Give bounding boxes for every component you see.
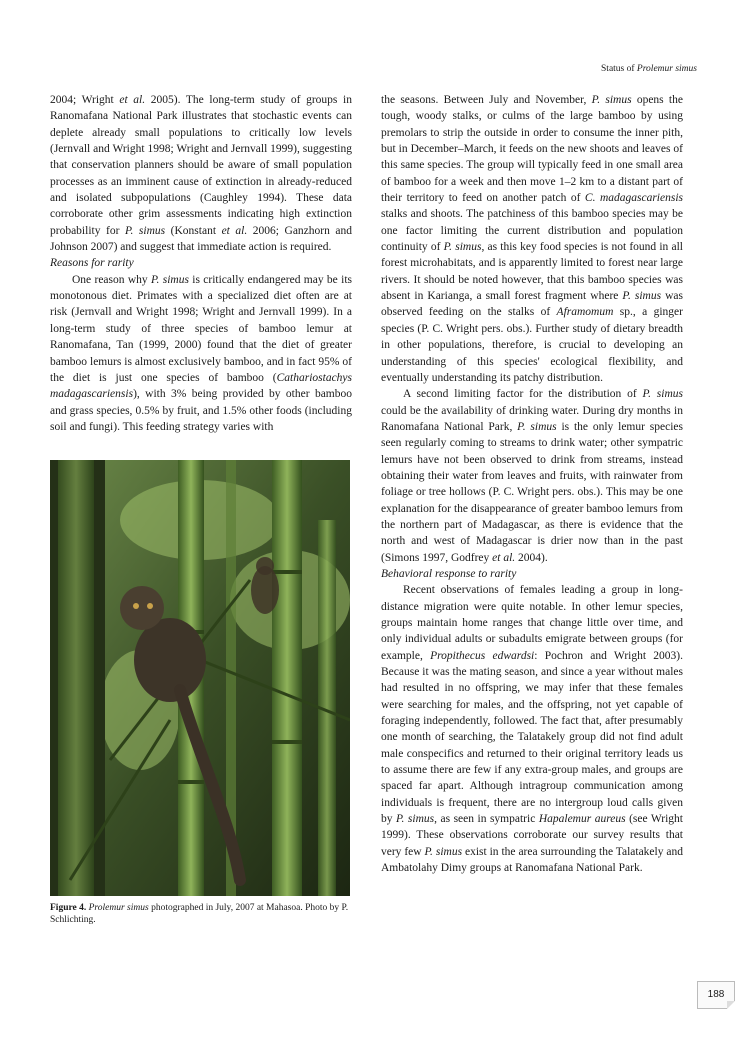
left-paragraph-1: 2004; Wright et al. 2005). The long-term study of groups in Ranomafana National Park illustrates that stochastic events can deplete already small populations to critically low levels (Jernvall and Wright 1998; Wright and Jernvall 1999), suggesting that conservation planners should be aware of small population processes as an imminent cause of extinction in already-reduced and isolated subpopulations (Caughley 1994). These data corroborate other grim assessments indicating high extinction probability for P. simus (Konstant et al. 2006; Ganzhorn and Johnson 2007) and suggest that immediate action is required.	[50, 94, 352, 254]
running-head-species: Prolemur simus	[636, 64, 697, 74]
figure-caption	[50, 902, 355, 926]
section-heading-behavioral: Behavioral response to rarity	[381, 567, 517, 580]
section-heading-reasons: Reasons for rarity	[50, 257, 134, 270]
lemur-photo-illustration	[50, 460, 350, 896]
page-number: 188	[697, 981, 735, 1009]
left-column	[50, 92, 352, 435]
running-head	[601, 64, 697, 74]
figure-photo	[50, 460, 350, 896]
figure-label: Figure 4.	[50, 903, 87, 913]
left-paragraph-2: One reason why P. simus is critically endangered may be its monotonous diet. Primates with a specialized diet often are at risk (Jernvall and Wright 1998; Wright and Jernvall 1999). In a long-term study of three species of bamboo lemur at Ranomafana, Tan (1999, 2000) found that the diet of greater bamboo lemurs is almost exclusively bamboo, and in fact 95% of the diet is just one species of bamboo (Cathariostachys madagascariensis), with 3% being provided by other bamboo and grass species, 0.5% by fruit, and 1.5% other foods (including soil and fungi). This feeding strategy varies with	[50, 273, 352, 433]
right-paragraph-1: the seasons. Between July and November, P. simus opens the tough, woody stalks, or culms of the large bamboo by using premolars to strip the outside in order to consume the inner pith, but in December–March, it feeds on the new shoots and leaves of this same species. The group will typically feed in one small area of bamboo for a week and then move 1–2 km to a distant part of their territory to feed on another patch of C. madagascariensis stalks and shoots. The patchiness of this bamboo species may be one factor limiting the current distribution and population continuity of P. simus, as this key food species is not found in all forest microhabitats, and is apparently limited to forest near large rivers. It should be noted however, that this bamboo species was absent in Karianga, a small forest fragment where P. simus was observed feeding on the stalks of Aframomum sp., a ginger species (P. C. Wright pers. obs.). Further study of dietary breadth in other populations, therefore, is crucial to developing an understanding of this species' ecological flexibility, and eventually understanding its patchy distribution.	[381, 94, 683, 384]
right-paragraph-3: Recent observations of females leading a group in long-distance migration were quite notable. In other lemur species, groups maintain home ranges that change little over time, and only individual adults or subadults emigrate between groups (for example, Propithecus edwardsi: Pochron and Wright 2003). Because it was the mating season, and since a year without males had resulted in no offspring, we may infer that these females were searching for males, and the offspring, not yet capable of foraging independently, followed. The fact that, after presumably one month of searching, the Talatakely group did not find adult male conspecifics and returned to their original territory leads us to assume there are few if any extra-group males, and groups are spaced far apart. Although intragroup communication among individuals is frequent, there are no intergroup loud calls given by P. simus, as seen in sympatric Hapalemur aureus (see Wright 1999). These observations corroborate our survey results that very few P. simus exist in the area surrounding the Talatakely and Ambatolahy Dimy groups at Ranomafana National Park.	[381, 584, 683, 875]
figure-caption-text: photographed in July, 2007 at Mahasoa. Photo by P. Schlichting.	[50, 903, 349, 925]
right-column	[381, 92, 683, 877]
figure-species: Prolemur simus	[88, 903, 149, 913]
right-paragraph-2: A second limiting factor for the distribution of P. simus could be the availability of drinking water. During dry months in Ranomafana National Park, P. simus is the only lemur species seen regularly coming to streams to drink water; other sympatric lemurs have not been observed to drink from streams, instead obtaining their water from leaves and fruits, with rainwater from foliage or tree hollows (P. C. Wright pers. obs.). This may be one explanation for the disappearance of greater bamboo lemurs from the northern part of Madagascar, as there is evidence that the north and west of Madagascar is drier now than in the past (Simons 1997, Godfrey et al. 2004).	[381, 388, 683, 564]
running-head-prefix: Status of	[601, 64, 637, 74]
